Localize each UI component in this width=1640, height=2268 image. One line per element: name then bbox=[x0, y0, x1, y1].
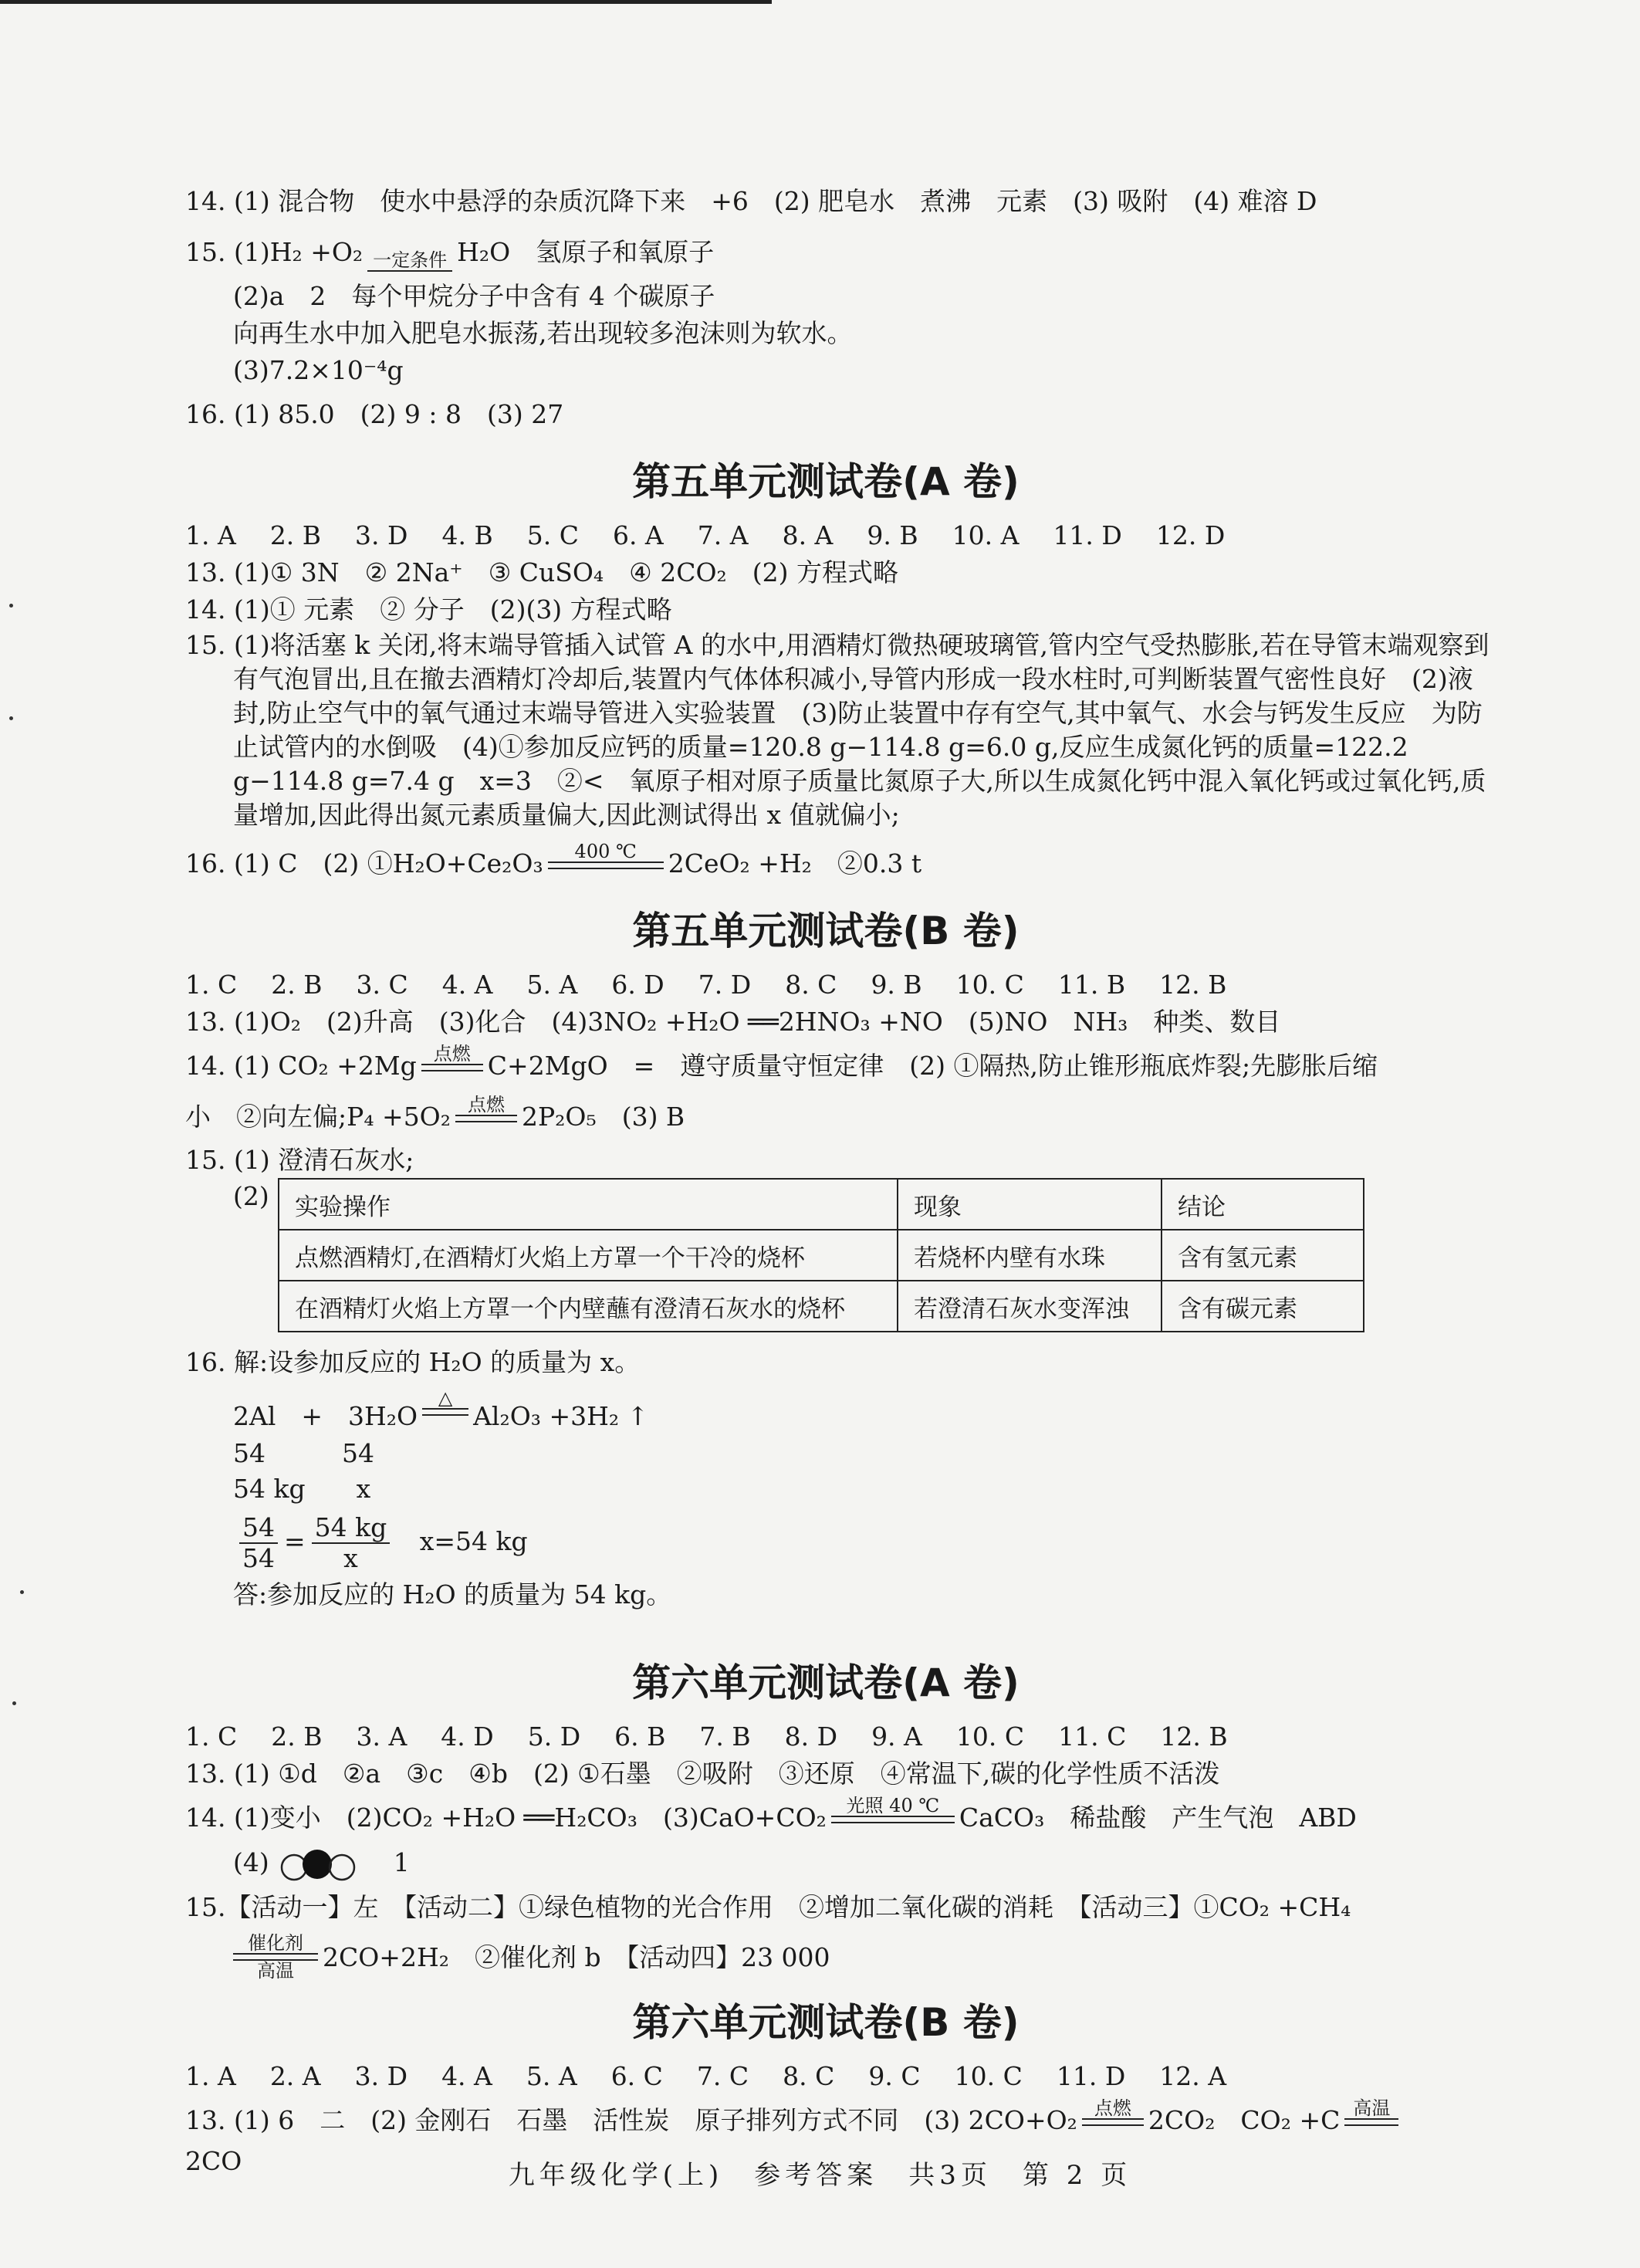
co2-molecule-model-icon bbox=[277, 1847, 362, 1881]
answer-page bbox=[185, 176, 1490, 2177]
q15-answer-3: 向再生水中加入肥皂水振荡,若出现较多泡沫则为软水。 bbox=[233, 318, 853, 348]
scan-mark bbox=[9, 716, 13, 720]
q13-answer-6b-2: 2CO bbox=[185, 2146, 242, 2176]
mass-value-row: 54 kg x bbox=[233, 1474, 371, 1504]
top-rule bbox=[0, 0, 772, 4]
proportion-equation: $\frac{54}{54}$ = $\frac{54 kg}{x}$ x=54 kg bbox=[185, 1507, 1466, 1576]
experiment-table bbox=[278, 1178, 1364, 1332]
q13-answer-6b-1: 13. (1) 6 二 (2) 金刚石 石墨 活性炭 原子排列方式不同 (3) 2CO+O₂ 点燃 2CO₂ CO₂ +C 高温 bbox=[185, 2095, 1466, 2146]
mass-ratio-row: 54 54 bbox=[233, 1438, 374, 1468]
experiment-table-block: (2) 实验操作 现象 结论 点燃酒精灯,在酒精灯火焰上方罩一个干冷的烧杯 若烧杯内壁有水珠 含有氢元素 在酒精灯火焰上方罩一个内壁蘸有澄清石灰水的烧杯 若澄清石灰水变浑浊 含有碳元素 bbox=[185, 1178, 1466, 1332]
mc-answers-6b: 1. A 2. A 3. D 4. A 5. A 6. C 7. C 8. C 9. C 10. C 11. D 12. A bbox=[185, 2061, 1227, 2091]
q15-answer-5a: 15. (1)将活塞 k 关闭,将末端导管插入试管 A 的水中,用酒精灯微热硬玻璃管,管内空气受热膨胀,若在导管末端观察到有气泡冒出,且在撤去酒精灯冷却后,装置内气体体积减小,导管内形成一段水柱时,可判断装置气密性良好 (2)液封,防止空气中的氧气通过末端导管进入实验装置 (3)防止装置中存有空气,其中氧气、水会与钙发生反应 为防止试管内的水倒吸 (4)①参加反应钙的质量=120.8 g−114.8 g=6.0 g,反应生成氮化钙的质量=122.2 g−114.8 g=7.4 g x=3 ②< 氧原子相对原子质量比氮原子大,所以生成氮化钙中混入氧化钙或过氧化钙,质量增加,因此得出氮元素质量偏大,因此测试得出 x 值就偏小; bbox=[185, 630, 1490, 830]
q15-answer-1: 15. (1)H₂ +O₂ 一定条件 H₂O 氢原子和氧原子 bbox=[185, 227, 1466, 278]
section-title-6b: 第六单元测试卷(B 卷) bbox=[632, 2000, 1020, 2045]
scan-mark bbox=[20, 1590, 24, 1594]
table-header-row: 实验操作 现象 结论 bbox=[279, 1179, 1364, 1230]
q15-answer-2: (2)a 2 每个甲烷分子中含有 4 个碳原子 bbox=[233, 281, 715, 311]
q14-answer: 14. (1) 混合物 使水中悬浮的杂质沉降下来 +6 (2) 肥皂水 煮沸 元素 (3) 吸附 (4) 难溶 D bbox=[185, 186, 1317, 216]
reaction-condition: 一定条件 bbox=[367, 250, 452, 278]
q16-answer-5b-1: 16. 解:设参加反应的 H₂O 的质量为 x。 bbox=[185, 1347, 641, 1377]
mc-answers-5b: 1. C 2. B 3. C 4. A 5. A 6. D 7. D 8. C 9. B 10. C 11. B 12. B bbox=[185, 970, 1227, 1000]
q16-answer-5a: 16. (1) C (2) ①H₂O+Ce₂O₃ 400 ℃ 2CeO₂ +H₂ ②0.3 t bbox=[185, 838, 1466, 889]
table-row: 在酒精灯火焰上方罩一个内壁蘸有澄清石灰水的烧杯 若澄清石灰水变浑浊 含有碳元素 bbox=[279, 1281, 1364, 1332]
q16-answer-5b-conclusion: 答:参加反应的 H₂O 的质量为 54 kg。 bbox=[233, 1579, 672, 1610]
q14-answer-5a: 14. (1)① 元素 ② 分子 (2)(3) 方程式略 bbox=[185, 594, 672, 625]
q14-answer-6a-2: (4) 1 bbox=[185, 1843, 1466, 1882]
q14-answer-5b-1: 14. (1) CO₂ +2Mg 点燃 C+2MgO = 遵守质量守恒定律 (2) ①隔热,防止锥形瓶底炸裂;先膨胀后缩 bbox=[185, 1041, 1466, 1092]
reaction-condition: 400 ℃ bbox=[548, 841, 664, 889]
q14-answer-6a-1: 14. (1)变小 (2)CO₂ +H₂O ══H₂CO₃ (3)CaO+CO₂ 光照 40 ℃ CaCO₃ 稀盐酸 产生气泡 ABD bbox=[185, 1792, 1466, 1843]
reaction-condition: 点燃 bbox=[421, 1044, 483, 1092]
q14-answer-5b-2: 小 ②向左偏;P₄ +5O₂ 点燃 2P₂O₅ (3) B bbox=[185, 1092, 1466, 1142]
reaction-condition: 催化剂 高温 bbox=[233, 1933, 318, 1981]
section-title-5a: 第五单元测试卷(A 卷) bbox=[632, 459, 1020, 504]
q15-answer-5b: 15. (1) 澄清石灰水; bbox=[185, 1145, 414, 1175]
q16-answer: 16. (1) 85.0 (2) 9 : 8 (3) 27 bbox=[185, 399, 564, 429]
page-footer: 九年级化学(上) 参考答案 共3页 第 2 页 bbox=[508, 2160, 1132, 2191]
reaction-condition: 光照 40 ℃ bbox=[831, 1796, 955, 1843]
q15-answer-6a-1: 15.【活动一】左 【活动二】①绿色植物的光合作用 ②增加二氧化碳的消耗 【活动三】①CO₂ +CH₄ bbox=[185, 1892, 1351, 1922]
section-title-6a: 第六单元测试卷(A 卷) bbox=[632, 1660, 1020, 1705]
q13-answer-5a: 13. (1)① 3N ② 2Na⁺ ③ CuSO₄ ④ 2CO₂ (2) 方程式略 bbox=[185, 557, 898, 587]
section-title-5b: 第五单元测试卷(B 卷) bbox=[632, 909, 1020, 953]
q15-answer-4: (3)7.2×10⁻⁴g bbox=[233, 355, 404, 385]
q13-answer-6a: 13. (1) ①d ②a ③c ④b (2) ①石墨 ②吸附 ③还原 ④常温下,碳的化学性质不活泼 bbox=[185, 1759, 1220, 1789]
reaction-condition: △ bbox=[422, 1388, 468, 1436]
q13-answer-5b: 13. (1)O₂ (2)升高 (3)化合 (4)3NO₂ +H₂O ══2HNO₃ +NO (5)NO NH₃ 种类、数目 bbox=[185, 1007, 1281, 1037]
mc-answers-6a: 1. C 2. B 3. A 4. D 5. D 6. B 7. B 8. D 9. A 10. C 11. C 12. B bbox=[185, 1721, 1228, 1752]
scan-mark bbox=[9, 604, 13, 608]
scan-mark bbox=[12, 1701, 16, 1705]
reaction-condition: 点燃 bbox=[1082, 2098, 1144, 2146]
q15-answer-6a-2: 催化剂 高温 2CO+2H₂ ②催化剂 b 【活动四】23 000 bbox=[185, 1933, 1466, 1981]
reaction-condition: 点燃 bbox=[455, 1095, 517, 1142]
table-row: 点燃酒精灯,在酒精灯火焰上方罩一个干冷的烧杯 若烧杯内壁有水珠 含有氢元素 bbox=[279, 1230, 1364, 1281]
reaction-condition: 高温 bbox=[1344, 2098, 1398, 2146]
mc-answers-5a: 1. A 2. B 3. D 4. B 5. C 6. A 7. A 8. A 9. B 10. A 11. D 12. D bbox=[185, 520, 1226, 550]
reaction-equation: 2Al + 3H₂O △ Al₂O₃ +3H₂ ↑ bbox=[185, 1388, 1466, 1436]
